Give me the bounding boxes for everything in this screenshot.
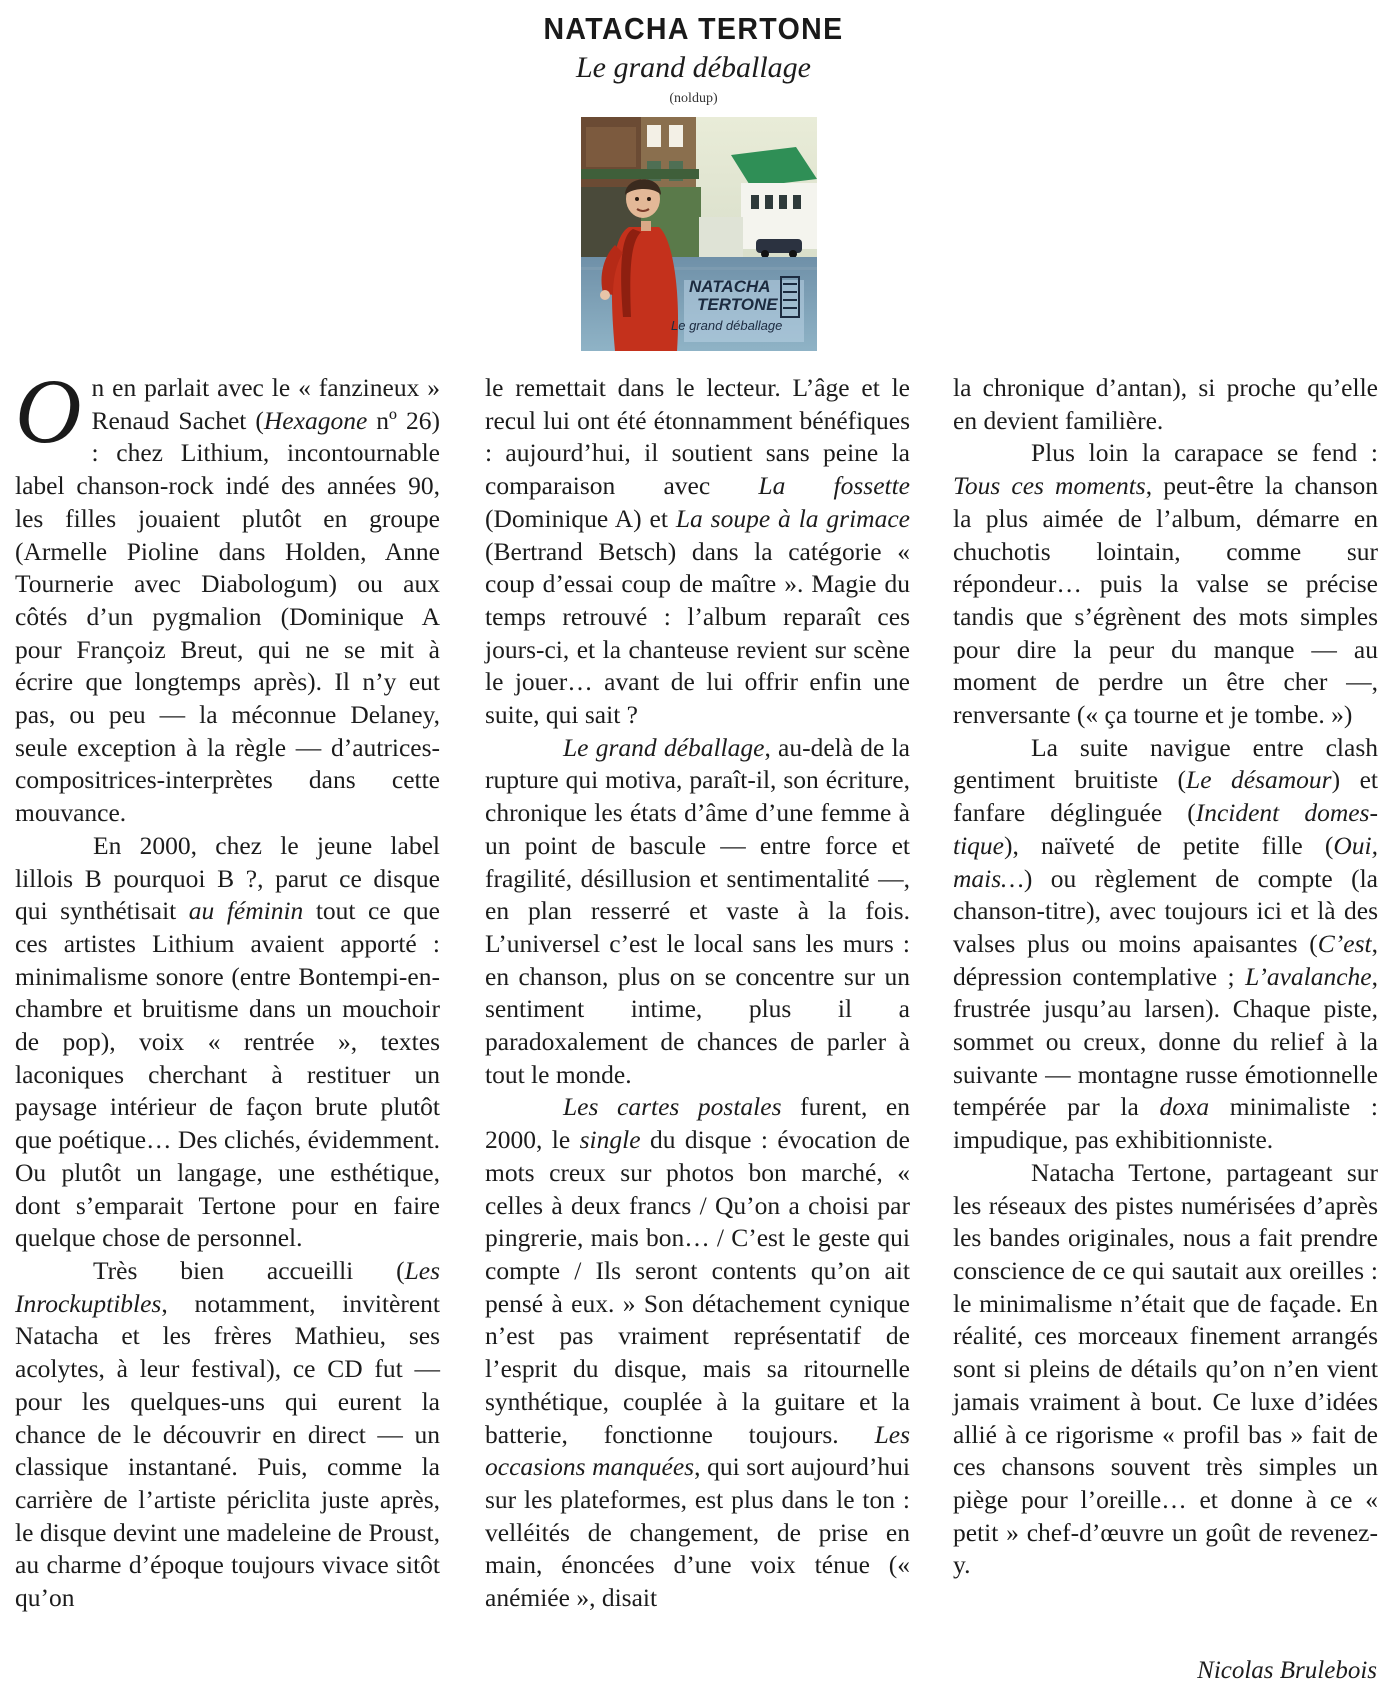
album-cover [581,117,817,351]
article-column-3 [953,372,1378,1582]
article-paragraph [15,1255,440,1615]
italic-title: Hexagone [263,405,368,435]
article-paragraph [485,372,910,732]
text-run: n en parlait avec le « fanzineux » Renaud Sachet ( [91,373,440,435]
text-run: ), naïveté de petite fille ( [1004,830,1334,860]
italic-title: au féminin [188,896,304,926]
italic-title: La fossette [758,471,911,501]
review-header [0,10,1387,108]
article-column-1 [15,360,440,1615]
italic-title: Les occasions manquées [485,1419,910,1482]
text-run: Natacha Tertone, partageant sur les réseaux des pistes numérisées d’après les bandes originales, nous a fait prendre conscience de ce qui sautait aux oreilles : le minimalisme n’était que de façade. En réalité, ces morceaux finement arrangés sont si pleins de détails qu’on n’en vient jamais vraiment à bout. Ce luxe d’idées allié à ce rigorisme « profil bas » fait de ces chansons souvent très simples un piège pour l’oreille… et donne à ce « petit » chef-d’œuvre un goût de revenez-y. [953,1157,1378,1580]
text-run: minimaliste : impudique, pas exhibitionniste. [953,1092,1378,1155]
article-paragraph [953,732,1378,1157]
italic-title: Tous ces moments [953,471,1146,501]
italic-title: Les Inrockuptibles [15,1255,440,1318]
text-run: le remettait dans le lecteur. L’âge et le recul lui ont été étonnamment bénéfiques : aujourd’hui, il soutient sans peine la comparaison avec [485,373,910,501]
article-column-2 [485,372,910,1615]
text-run: , frustrée jusqu’au larsen). Chaque piste, sommet ou creux, donne du relief à la suivante — montagne russe émotionnelle tempérée par la [953,961,1378,1122]
text-run: , notamment, invitèrent Natacha et les frères Mathieu, ses acolytes, à leur festival), ce CD fut — pour les quelques-uns qui eurent la chance de le découvrir en direct — un classique instantané. Puis, comme la carrière de l’artiste périclita juste après, le disque devint une madeleine de Proust, au charme d’époque toujours vivace sitôt qu’on [15,1288,440,1613]
text-run: , peut-être la chanson la plus aimée de l’album, démarre en chuchotis lointain, comme sur répondeur… puis la valse se précise tandis que s’égrènent des mots simples pour dire la peur du manque — au moment de perdre un être cher —, renversante (« ça tourne et je tombe. ») [953,471,1379,730]
italic-title: L’avalanche [1245,961,1372,991]
cover-text-line1: NATACHA [689,277,771,296]
text-run: nº 26) : chez Lithium, incontournable label chanson-rock indé des années 90, les filles jouaient plutôt en groupe (Armelle Pioline dans Holden, Anne Tournerie avec Diabologum) ou aux côtés d’un pygmalion (Dominique A pour Françoiz Breut, qui ne se mit à écrire que longtemps après). Il n’y eut pas, ou peu — la méconnue Delaney, seule exception à la règle — d’autrices-compositrices-interprètes dans cette mouvance. [15,405,440,828]
article-paragraph [953,1157,1378,1582]
italic-title: single [579,1125,641,1155]
text-run: (Bertrand Betsch) dans la catégorie « coup d’essai coup de maître ». Magie du temps retrouvé : l’album reparaît ces jours-ci, et la chanteuse revient sur scène le jouer… avant de lui offrir enfin une suite, qui sait ? [485,536,910,730]
italic-title: C’est [1317,928,1372,958]
artist-name: NATACHA TERTONE [543,11,844,46]
article-paragraph [485,1091,910,1614]
text-run: Plus loin la carapace se fend : [1031,438,1378,468]
italic-title: Incident domestique [953,798,1378,860]
italic-title: Les cartes postales [563,1092,782,1122]
drop-cap: O [15,360,82,462]
text-run: Très bien accueilli ( [93,1255,405,1285]
italic-title: doxa [1159,1092,1210,1122]
author-signature: Nicolas Brulebois [1197,1657,1377,1684]
article-paragraph [953,437,1378,731]
text-run: du disque : évocation de mots creux sur photos bon marché, « celles à deux francs / Qu’on a choisi par pingrerie, mais bon… / C’est le geste qui compte / Ils seront contents qu’on ait pensé à eux. » Son détachement cynique n’est pas vraiment représentatif de l’esprit du disque, mais sa ritournelle synthétique, couplée à la guitare et la batterie, fonctionne toujours. [485,1125,910,1449]
italic-title: La soupe à la grimace [675,503,910,533]
article-paragraph [15,830,440,1255]
text-run: La suite navigue entre clash gentiment bruitiste ( [953,732,1378,795]
cover-text-line3: Le grand déballage [671,318,783,333]
cover-text-line2: TERTONE [697,295,778,314]
text-run: tout ce que ces artistes Lithium avaient apporté : minimalisme sonore (entre Bontempi-en-chambre et bruitisme dans un mouchoir de pop), voix « rentrée », textes laconiques cherchant à restituer un paysage intérieur de façon brute plutôt que poétique… Des clichés, évidemment. Ou plutôt un langage, une esthétique, dont s’emparait Tertone pour en faire quelque chose de personnel. [15,896,440,1253]
text-run: En 2000, chez le jeune label lillois B pourquoi B ?, parut ce disque qui synthétisait [15,830,440,926]
text-run: , dépression contemplative ; [953,928,1378,991]
italic-title: Oui, mais… [953,830,1378,893]
text-run: furent, en 2000, le [485,1092,910,1155]
album-cover-art [581,117,817,351]
article-paragraph [15,360,440,830]
italic-title: Le grand déballage [563,732,765,762]
text-run: , qui sort aujourd’hui sur les plateformes, est plus dans le ton : velléités de changement, de prise en main, énoncées d’une voix ténue (« anémiée », disait [485,1452,911,1613]
article-paragraph [953,372,1378,437]
article-paragraph [485,732,910,1092]
text-run: , au-delà de la rupture qui motiva, paraît-il, son écriture, chronique les états d’âme d’une femme à un point de bascule — entre force et fragilité, désillusion et sentimentalité —, en plan resserré et vaste à la fois. L’universel c’est le local sans les murs : en chanson, plus on se concentre sur un sentiment intime, plus il a paradoxalement de chances de parler à tout le monde. [485,732,910,1089]
text-run: la chronique d’antan), si proche qu’elle en devient familière. [953,373,1378,435]
text-run: ) et fanfare déglinguée ( [953,765,1378,828]
italic-title: Le désamour [1186,765,1332,795]
record-label: (noldup) [669,91,718,106]
album-title: Le grand déballage [576,51,811,84]
text-run: (Dominique A) et [485,503,676,533]
text-run: ) ou règlement de compte (la chanson-titre), avec toujours ici et là des valses plus ou moins apaisantes ( [953,863,1378,958]
